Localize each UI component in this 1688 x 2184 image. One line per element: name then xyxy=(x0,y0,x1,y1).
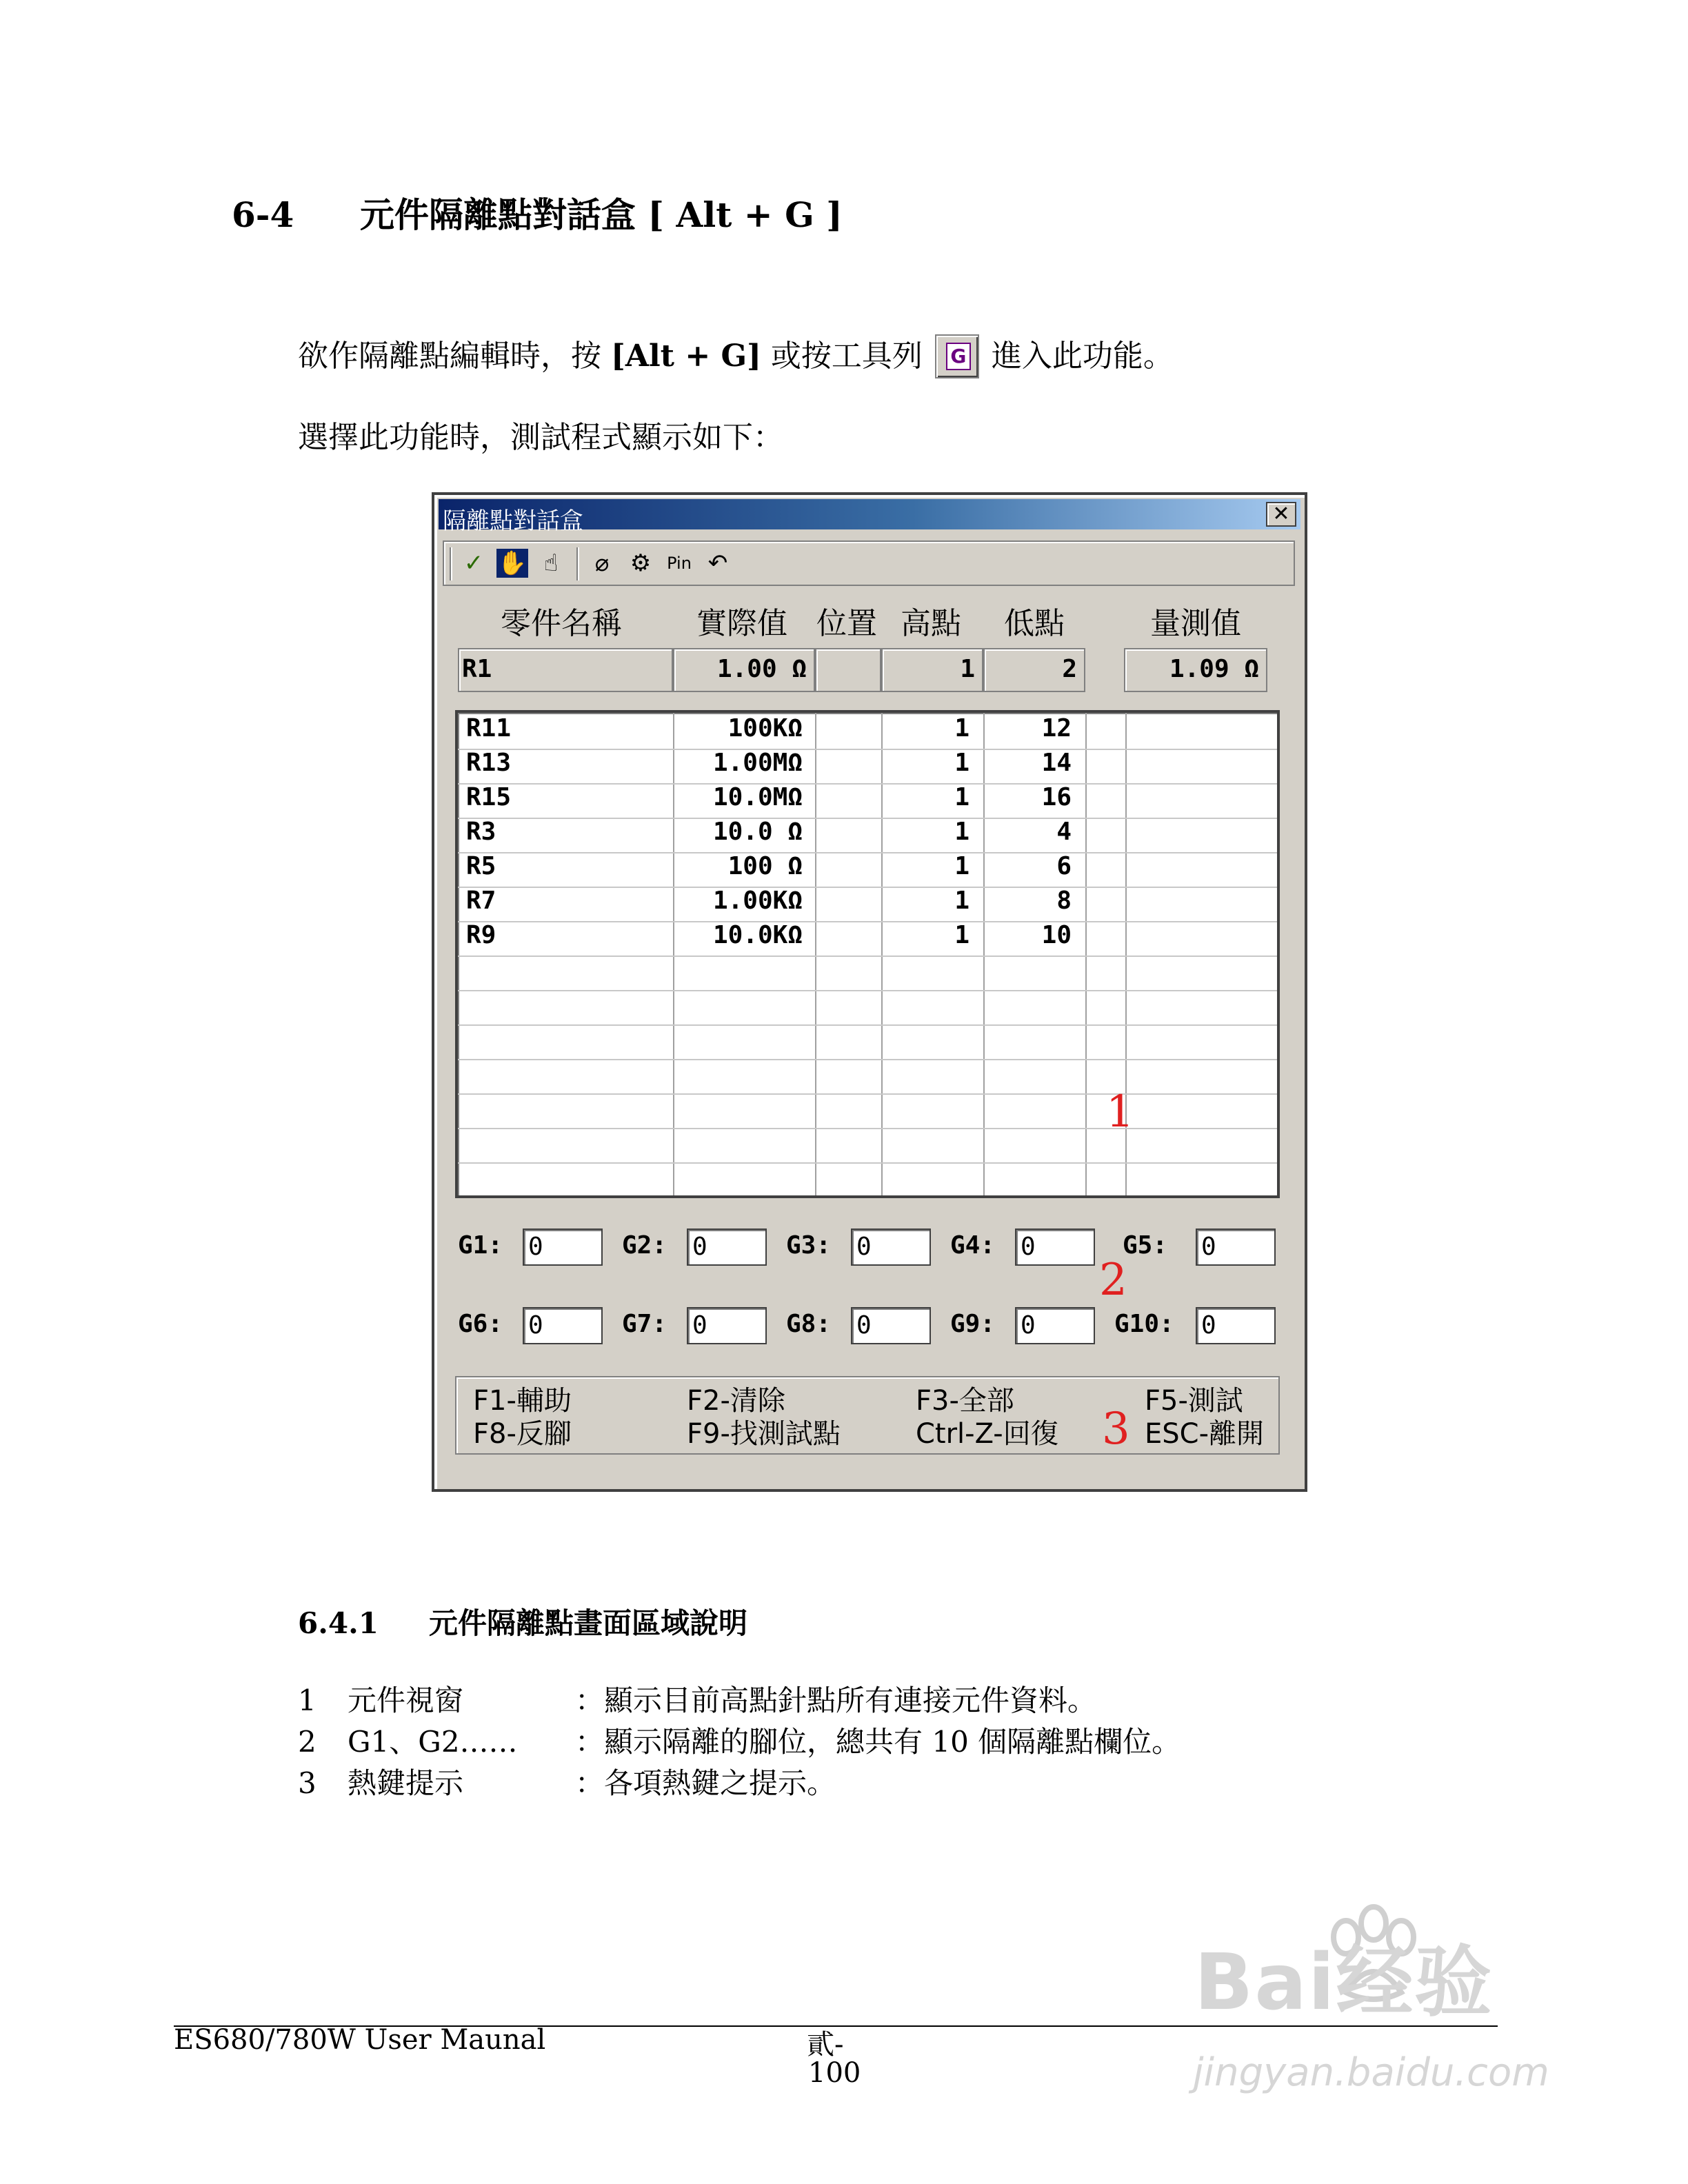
current-measured: 1.09 Ω xyxy=(1124,648,1267,692)
section-title: 元件隔離點對話盒 [ Alt + G ] xyxy=(360,194,843,235)
hotkey-f2: F2-清除 xyxy=(687,1385,785,1417)
close-button[interactable]: ✕ xyxy=(1266,502,1296,527)
list-item xyxy=(298,1678,1096,1719)
row-high: 1 xyxy=(954,783,969,811)
g8-label: G8: xyxy=(786,1310,832,1338)
dialog-title: 隔離點對話盒 xyxy=(443,507,583,535)
g10-label: G10: xyxy=(1114,1310,1174,1338)
g3-field[interactable]: 0 xyxy=(851,1228,931,1266)
check-pencil-icon[interactable]: ✓ xyxy=(463,549,484,577)
intro-line-1 xyxy=(298,331,1174,378)
row-low: 6 xyxy=(1056,852,1072,880)
row-value: 1.00KΩ xyxy=(712,887,803,915)
list-item xyxy=(298,1761,836,1802)
item-number: 2 xyxy=(298,1725,316,1759)
item-desc: ：顯示隔離的腳位，總共有 10 個隔離點欄位。 xyxy=(575,1725,1181,1759)
dialog-toolbar xyxy=(443,540,1295,586)
row-name: R9 xyxy=(466,921,496,949)
row-low: 14 xyxy=(1041,749,1072,777)
g2-label: G2: xyxy=(622,1231,667,1260)
hotkey-ctrl-z: Ctrl-Z-回復 xyxy=(916,1418,1058,1450)
row-value: 10.0 Ω xyxy=(712,818,803,846)
row-high: 1 xyxy=(954,749,969,777)
hand-pointer-icon[interactable]: ☝ xyxy=(543,549,559,577)
item-number: 3 xyxy=(298,1766,316,1800)
intro-text-c: 進入此功能。 xyxy=(991,338,1174,374)
row-low: 10 xyxy=(1041,921,1072,949)
current-low: 2 xyxy=(983,648,1085,692)
g4-label: G4: xyxy=(950,1231,996,1260)
row-low: 12 xyxy=(1041,714,1072,742)
hotkey-f9: F9-找測試點 xyxy=(687,1418,841,1450)
row-high: 1 xyxy=(954,921,969,949)
hotkey-f3: F3-全部 xyxy=(916,1385,1014,1417)
row-value: 10.0MΩ xyxy=(712,783,803,811)
item-desc: ：各項熱鍵之提示。 xyxy=(575,1766,836,1800)
hotkey-panel xyxy=(455,1376,1280,1455)
callout-2: 2 xyxy=(1099,1255,1127,1306)
row-high: 1 xyxy=(954,818,969,846)
column-header-measured: 量測值 xyxy=(1150,606,1241,641)
row-high: 1 xyxy=(954,887,969,915)
toolbar-icon-letter: G xyxy=(946,343,971,370)
subsection-title: 元件隔離點畫面區域說明 xyxy=(429,1606,748,1640)
section-heading xyxy=(232,188,843,237)
g10-field[interactable]: 0 xyxy=(1196,1307,1276,1344)
intro-text-b: 或按工具列 xyxy=(761,338,923,374)
section-number: 6-4 xyxy=(232,194,294,235)
isolation-toolbar-icon xyxy=(935,334,979,378)
current-name: R1 xyxy=(458,648,673,692)
column-header-position: 位置 xyxy=(816,606,877,641)
row-low: 16 xyxy=(1041,783,1072,811)
g1-field[interactable]: 0 xyxy=(523,1228,603,1266)
current-position xyxy=(815,648,881,692)
watermark-brand: Bai经验 xyxy=(1194,1938,1494,2028)
current-high: 1 xyxy=(881,648,983,692)
row-name: R13 xyxy=(466,749,512,777)
callout-3: 3 xyxy=(1102,1404,1130,1455)
g8-field[interactable]: 0 xyxy=(851,1307,931,1344)
row-low: 4 xyxy=(1056,818,1072,846)
footer-page-number: 100 xyxy=(808,2057,861,2089)
g5-field[interactable]: 0 xyxy=(1196,1228,1276,1266)
column-header-high: 高點 xyxy=(901,606,961,641)
g3-label: G3: xyxy=(786,1231,832,1260)
row-name: R15 xyxy=(466,783,512,811)
row-value: 100KΩ xyxy=(727,714,803,742)
row-value: 10.0KΩ xyxy=(712,921,803,949)
row-low: 8 xyxy=(1056,887,1072,915)
row-name: R3 xyxy=(466,818,496,846)
hand-select-icon[interactable]: ✋ xyxy=(497,549,528,577)
current-value: 1.00 Ω xyxy=(673,648,815,692)
callout-1: 1 xyxy=(1106,1086,1134,1138)
item-key: 元件視窗 xyxy=(348,1684,464,1717)
baidu-watermark xyxy=(1180,1907,1580,2107)
probe-icon[interactable]: ⚙ xyxy=(630,549,652,577)
footer-manual-title: ES680/780W User Maunal xyxy=(174,2024,546,2056)
g6-label: G6: xyxy=(458,1310,503,1338)
g6-field[interactable]: 0 xyxy=(523,1307,603,1344)
g9-label: G9: xyxy=(950,1310,996,1338)
g4-field[interactable]: 0 xyxy=(1015,1228,1095,1266)
dialog-titlebar[interactable] xyxy=(439,499,1300,535)
row-name: R5 xyxy=(466,852,496,880)
intro-shortcut: [Alt + G] xyxy=(611,338,761,374)
intro-line-2: 選擇此功能時，測試程式顯示如下： xyxy=(298,420,783,455)
footer-page-prefix: 貳- xyxy=(807,2029,844,2061)
g7-label: G7: xyxy=(622,1310,667,1338)
column-header-name: 零件名稱 xyxy=(501,606,622,641)
row-value: 100 Ω xyxy=(727,852,803,880)
item-key: G1、G2…… xyxy=(348,1725,518,1759)
row-name: R7 xyxy=(466,887,496,915)
item-key: 熱鍵提示 xyxy=(348,1766,464,1800)
isolation-dialog xyxy=(432,492,1307,1492)
column-header-low: 低點 xyxy=(1004,606,1065,641)
g7-field[interactable]: 0 xyxy=(687,1307,767,1344)
g5-label: G5: xyxy=(1123,1231,1168,1260)
undo-icon[interactable]: ↶ xyxy=(707,549,728,577)
intro-text-a: 欲作隔離點編輯時，按 xyxy=(298,338,611,374)
column-header-value: 實際值 xyxy=(696,606,787,641)
list-item xyxy=(298,1719,1180,1761)
row-high: 1 xyxy=(954,852,969,880)
component-grid[interactable] xyxy=(455,710,1280,1198)
watermark-url: jingyan.baidu.com xyxy=(1193,2050,1549,2095)
row-high: 1 xyxy=(954,714,969,742)
row-value: 1.00MΩ xyxy=(712,749,803,777)
item-desc: ：顯示目前高點針點所有連接元件資料。 xyxy=(575,1684,1097,1717)
g1-label: G1: xyxy=(458,1231,503,1260)
g9-field[interactable]: 0 xyxy=(1015,1307,1095,1344)
hotkey-f1: F1-輔助 xyxy=(473,1385,572,1417)
item-number: 1 xyxy=(298,1684,316,1717)
g2-field[interactable]: 0 xyxy=(687,1228,767,1266)
row-name: R11 xyxy=(466,714,512,742)
pin-icon[interactable]: Pin xyxy=(667,554,692,573)
hotkey-f8: F8-反腳 xyxy=(473,1418,572,1450)
subsection-number: 6.4.1 xyxy=(298,1606,379,1640)
hotkey-f5: F5-測試 xyxy=(1145,1385,1243,1417)
meter-icon[interactable]: ⌀ xyxy=(594,549,610,577)
subsection-heading xyxy=(298,1601,747,1642)
hotkey-esc: ESC-離開 xyxy=(1145,1418,1265,1450)
